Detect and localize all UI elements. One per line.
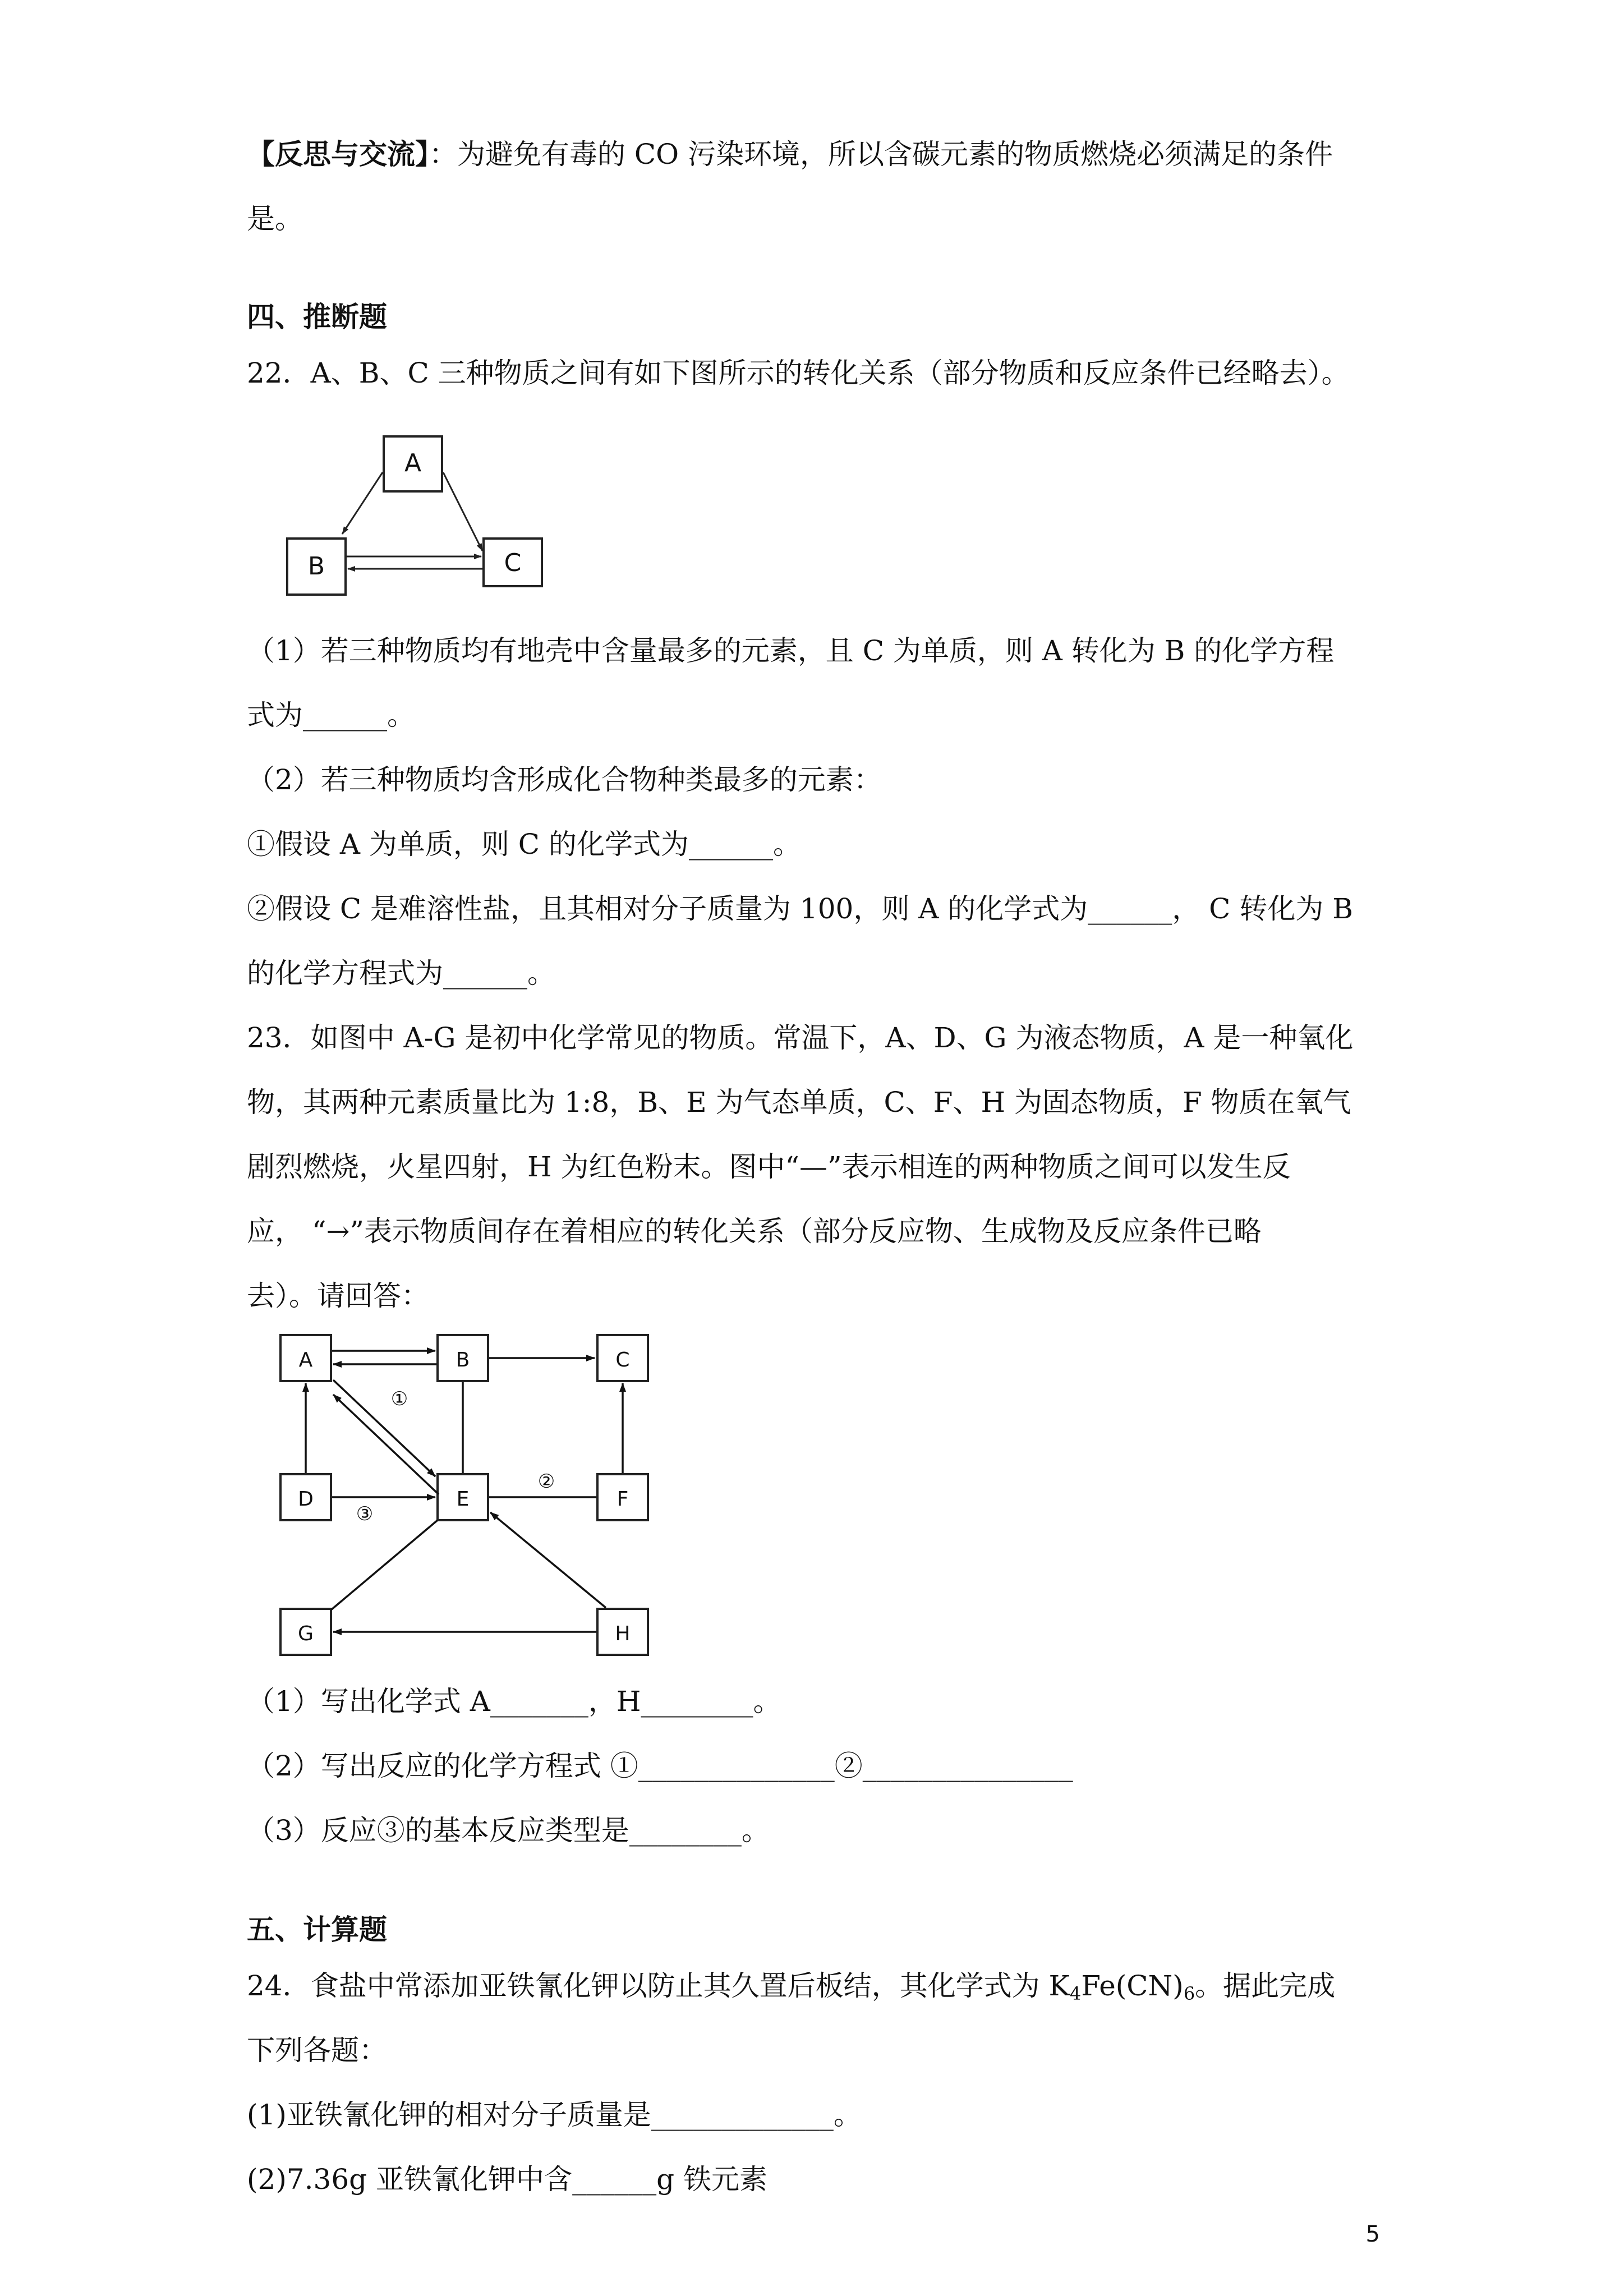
q23-sub1-suffix: 。: [753, 1685, 781, 1718]
q22-node-a-label: A: [404, 449, 422, 477]
q23-sub1-blank-a[interactable]: _______: [490, 1685, 588, 1718]
q23-arrow-h-to-e: [490, 1512, 606, 1608]
reflection-line-2: 是。: [247, 203, 303, 235]
q22-diagram: [280, 432, 550, 600]
q23-sub2-prefix: （2）写出反应的化学方程式 ①: [247, 1750, 638, 1782]
q22-node-b-label: B: [307, 552, 325, 581]
q24-sub2: [247, 2160, 1369, 2199]
q23-sub2-blank-1[interactable]: ______________: [638, 1750, 835, 1782]
q23-link-e-g: [331, 1520, 438, 1610]
q23-stem-line2: 物，其两种元素质量比为 1:8，B、E 为气态单质，C、F、H 为固态物质，F 物质在氧气: [247, 1086, 1351, 1119]
reflection-text-1: ：为避免有毒的 CO 污染环境，所以含碳元素的物质燃烧必须满足的条件: [429, 138, 1333, 171]
q22-arrow-a-to-b: [342, 472, 383, 534]
q23-node-d-label: D: [298, 1488, 314, 1511]
q23-sub1-blank-h[interactable]: ________: [641, 1685, 753, 1718]
q23-node-f-label: F: [617, 1488, 629, 1511]
q23-sub2: [247, 1746, 1369, 1786]
q24-sub2-prefix: (2)7.36g 亚铁氰化钾中含: [247, 2163, 573, 2196]
q22-node-c-label: C: [504, 549, 522, 577]
q22-part2a-blank[interactable]: ______: [688, 828, 773, 861]
q22-part2b-blank-2[interactable]: ______: [443, 957, 527, 990]
q22-part2b-blank-1[interactable]: ______: [1088, 892, 1172, 925]
q23-sub3: [247, 1811, 1369, 1850]
q23-node-e-label: E: [456, 1488, 470, 1511]
q22-part1-blank[interactable]: ______: [303, 699, 387, 731]
q23-sub2-mid: ②: [834, 1750, 863, 1782]
q22-part2b-mid: ， C 转化为 B: [1172, 892, 1353, 925]
q22-part2a-suffix: 。: [772, 828, 801, 861]
q23-stem-line4: 应， “→”表示物质间存在着相应的转化关系（部分反应物、生成物及反应条件已略: [247, 1215, 1262, 1248]
q22-part2b-line2-prefix: 的化学方程式为: [247, 957, 443, 990]
q24-sub2-suffix: g 铁元素: [656, 2163, 767, 2196]
reflection-line-1: [247, 135, 1369, 174]
q23-sub2-blank-2[interactable]: _______________: [862, 1750, 1073, 1782]
q24-formula-mid: Fe(CN): [1081, 1970, 1184, 2002]
q24-sub2-blank[interactable]: ______: [572, 2163, 657, 2196]
q23-node-c-label: C: [615, 1349, 630, 1372]
q23-node-g-label: G: [298, 1622, 314, 1645]
q22-part2b-prefix: ②假设 C 是难溶性盐，且其相对分子质量为 100，则 A 的化学式为: [247, 892, 1088, 925]
q24-stem-line2: 下列各题：: [247, 2034, 387, 2067]
q22-part1-suffix: 。: [387, 699, 415, 731]
q22-part2a-prefix: ①假设 A 为单质，则 C 的化学式为: [247, 828, 689, 861]
q23-diagram: [269, 1324, 662, 1660]
section-4-title: 四、推断题: [247, 301, 387, 333]
q22-part2b-line2-suffix: 。: [527, 957, 555, 990]
q22-stem: 22．A、B、C 三种物质之间有如下图所示的转化关系（部分物质和反应条件已经略去）。: [247, 357, 1350, 389]
q23-sub1: [247, 1682, 1369, 1721]
q24-sub1: [247, 2095, 1369, 2134]
q23-sub3-blank[interactable]: ________: [629, 1814, 742, 1847]
q24-stem-suffix: 。据此完成: [1195, 1970, 1336, 2002]
q22-part2b-line1: [247, 889, 1369, 928]
page-number: 5: [1365, 2221, 1380, 2247]
reflection-label: 【反思与交流】: [247, 137, 429, 171]
q23-node-a-label: A: [298, 1349, 313, 1372]
q23-arrow-a-to-e: [333, 1380, 435, 1476]
q23-stem-line3: 剧烈燃烧，火星四射，H 为红色粉末。图中“—”表示相连的两种物质之间可以发生反: [247, 1151, 1291, 1183]
q24-formula-subscript-k: 4: [1069, 1983, 1082, 2004]
q23-stem-line1: 23．如图中 A-G 是初中化学常见的物质。常温下，A、D、G 为液态物质，A 是一种氧化: [247, 1022, 1354, 1054]
q22-part2b-line2: [247, 954, 1369, 993]
q23-node-h-label: H: [615, 1622, 631, 1645]
q24-formula-subscript-cn: 6: [1183, 1983, 1195, 2004]
q22-part1-line2: [247, 696, 1369, 735]
q23-arrow-e-to-a: [333, 1395, 439, 1494]
q23-mark-1: ①: [390, 1388, 408, 1410]
q22-part2: （2）若三种物质均含形成化合物种类最多的元素：: [247, 763, 882, 796]
q24-sub1-suffix: 。: [833, 2099, 862, 2131]
section-5-title: 五、计算题: [247, 1913, 387, 1946]
q23-sub3-suffix: 。: [741, 1814, 770, 1847]
q23-stem-line5: 去）。请回答：: [247, 1280, 429, 1312]
q23-node-b-label: B: [456, 1349, 470, 1372]
q23-sub3-prefix: （3）反应③的基本反应类型是: [247, 1814, 629, 1847]
q24-stem-line1: [247, 1966, 1369, 2005]
q24-sub1-prefix: (1)亚铁氰化钾的相对分子质量是: [247, 2099, 651, 2131]
q22-part1-line1: （1）若三种物质均有地壳中含量最多的元素，且 C 为单质，则 A 转化为 B 的化学方程: [247, 634, 1335, 667]
q22-arrow-a-to-c: [443, 472, 482, 551]
q22-part2a: [247, 825, 1369, 864]
q23-mark-2: ②: [537, 1470, 555, 1493]
q23-mark-3: ③: [356, 1503, 374, 1525]
q22-part1-prefix: 式为: [247, 699, 303, 731]
q24-stem-prefix: 24．食盐中常添加亚铁氰化钾以防止其久置后板结，其化学式为 K: [247, 1970, 1070, 2002]
q24-sub1-blank[interactable]: _____________: [651, 2099, 834, 2131]
q23-sub1-prefix: （1）写出化学式 A: [247, 1685, 490, 1718]
q23-sub1-mid: ，H: [588, 1685, 641, 1718]
